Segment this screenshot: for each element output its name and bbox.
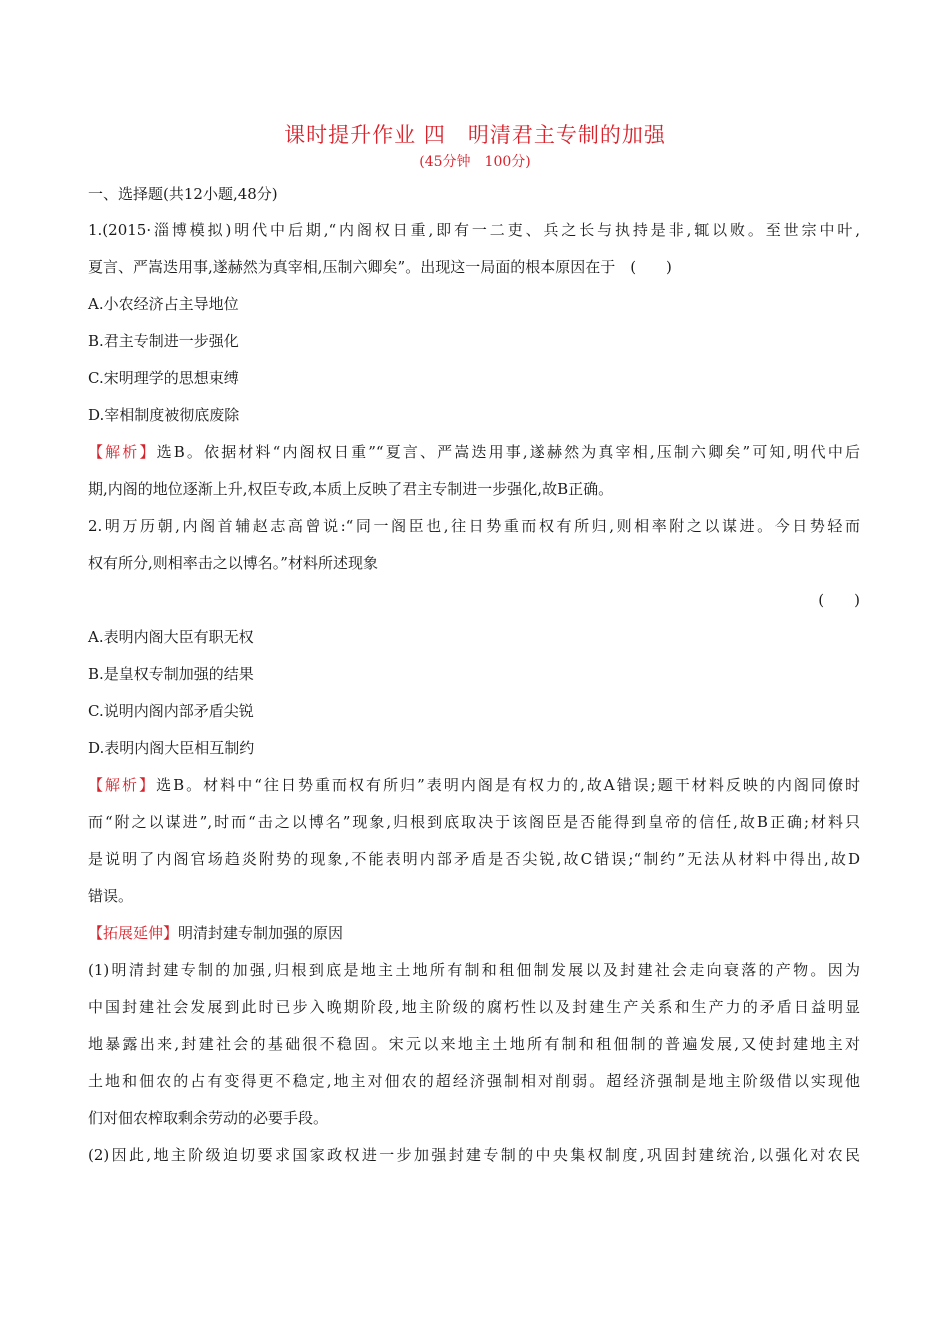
q2-option-b: B.是皇权专制加强的结果 xyxy=(88,665,254,683)
extension-heading-line xyxy=(88,915,860,952)
extension-p1-line: 地暴露出来,封建社会的基础很不稳固。宋元以来地主土地所有制和租佃制的普遍发展,又使封建地主对 xyxy=(88,1035,860,1053)
extension-tag: 【拓展延伸】 xyxy=(88,924,179,942)
q2-stem-line: 2.明万历朝,内阁首辅赵志高曾说:“同一阁臣也,往日势重而权有所归,则相率附之以谋进。今日势轻而 xyxy=(88,517,860,535)
q1-stem-line: 1.(2015·淄博模拟)明代中后期,“内阁权日重,即有一二吏、兵之长与执持是非,辄以败。至世宗中叶, xyxy=(88,221,860,239)
analysis-text: 选B。材料中“往日势重而权有所归”表明内阁是有权力的,故A错误;题干材料反映的内阁同僚时 xyxy=(156,776,860,794)
q1-stem-line: 夏言、严嵩迭用事,遂赫然为真宰相,压制六卿矣”。出现这一局面的根本原因在于 ( ) xyxy=(88,258,672,276)
q1-option-d: D.宰相制度被彻底废除 xyxy=(88,406,240,424)
q2-option-a: A.表明内阁大臣有职无权 xyxy=(88,628,254,646)
extension-p1-line: 中国封建社会发展到此时已步入晚期阶段,地主阶级的腐朽性以及封建生产关系和生产力的矛盾日益明显 xyxy=(88,998,860,1016)
q1-analysis-line: 期,内阁的地位逐渐上升,权臣专政,本质上反映了君主专制进一步强化,故B正确。 xyxy=(88,480,614,498)
analysis-tag: 【解析】 xyxy=(88,776,157,794)
page-subtitle: (45分钟 100分) xyxy=(419,154,531,170)
q2-option-d: D.表明内阁大臣相互制约 xyxy=(88,739,255,757)
analysis-text: 选B。依据材料“内阁权日重”“夏言、严嵩迭用事,遂赫然为真宰相,压制六卿矣”可知,明代中后 xyxy=(156,443,860,461)
extension-heading: 明清封建专制加强的原因 xyxy=(178,924,344,942)
q2-analysis-line xyxy=(88,767,860,804)
q1-option-c: C.宋明理学的思想束缚 xyxy=(88,369,239,387)
q1-option-b: B.君主专制进一步强化 xyxy=(88,332,239,350)
analysis-tag: 【解析】 xyxy=(88,443,157,461)
document-body xyxy=(88,182,860,1174)
extension-p2-line: (2)因此,地主阶级迫切要求国家政权进一步加强封建专制的中央集权制度,巩固封建统治,以强化对农民 xyxy=(88,1146,860,1164)
q2-option-c: C.说明内阁内部矛盾尖锐 xyxy=(88,702,254,720)
q2-analysis-line: 而“附之以谋进”,时而“击之以博名”现象,归根到底取决于该阁臣是否能得到皇帝的信任,故B正确;材料只 xyxy=(88,813,860,831)
q1-analysis-line xyxy=(88,434,860,471)
section-heading: 一、选择题(共12小题,48分) xyxy=(88,185,278,203)
q2-analysis-line: 错误。 xyxy=(88,887,134,905)
q1-option-a: A.小农经济占主导地位 xyxy=(88,295,239,313)
q2-stem-line: 权有所分,则相率击之以博名。”材料所述现象 xyxy=(88,554,378,572)
q2-answer-bracket: ( ) xyxy=(818,591,860,609)
extension-p1-line: (1)明清封建专制的加强,归根到底是地主土地所有制和租佃制发展以及封建社会走向衰落的产物。因为 xyxy=(88,961,860,979)
page-title: 课时提升作业 四 明清君主专制的加强 xyxy=(284,123,666,147)
q2-analysis-line: 是说明了内阁官场趋炎附势的现象,不能表明内部矛盾是否尖锐,故C错误;“制约”无法从材料中得出,故D xyxy=(88,850,860,868)
extension-p1-line: 们对佃农榨取剩余劳动的必要手段。 xyxy=(88,1109,329,1127)
extension-p1-line: 土地和佃农的占有变得更不稳定,地主对佃农的超经济强制相对削弱。超经济强制是地主阶级借以实现他 xyxy=(88,1072,860,1090)
